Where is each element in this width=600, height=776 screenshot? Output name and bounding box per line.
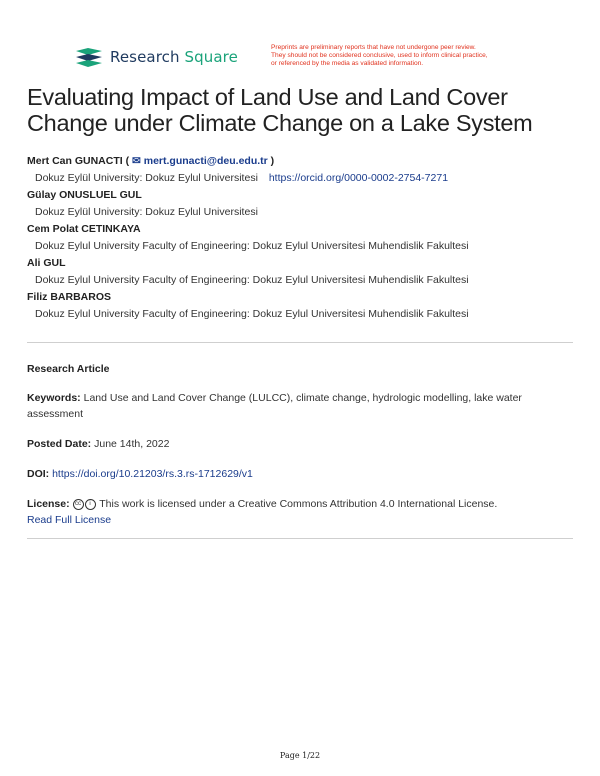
author-affiliation: Dokuz Eylul University Faculty of Engineering: Dokuz Eylul Universitesi Muhendislik Fakultesi <box>35 274 469 286</box>
page-number: Page 1/22 <box>279 751 321 760</box>
author-list <box>27 154 577 324</box>
author-name: Gülay ONUSLUEL GUL <box>27 189 142 201</box>
author-email-link[interactable]: ✉ mert.gunacti@deu.edu.tr <box>132 155 268 167</box>
keywords: Keywords: Land Use and Land Cover Change (LULCC), climate change, hydrologic modelling, lake water assessment <box>27 392 522 420</box>
orcid-link[interactable]: https://orcid.org/0000-0002-2754-7271 <box>268 172 449 184</box>
logo-wordmark: Research Square <box>110 48 238 66</box>
divider <box>27 342 573 343</box>
notice-line: They should not be considered conclusive, used to inform clinical practice, <box>271 52 488 60</box>
research-square-logo[interactable] <box>74 47 238 67</box>
doi: DOI: https://doi.org/10.21203/rs.3.rs-1712629/v1 <box>27 468 253 480</box>
license: License: cc i This work is licensed under a Creative Commons Attribution 4.0 International License. Read Full License <box>27 498 498 526</box>
doi-link[interactable]: https://doi.org/10.21203/rs.3.rs-1712629/v1 <box>52 468 253 480</box>
article-type: Research Article <box>27 363 110 375</box>
by-icon: i <box>85 499 96 510</box>
author-affiliation: Dokuz Eylul University Faculty of Engineering: Dokuz Eylul Universitesi Muhendislik Fakultesi <box>35 240 469 252</box>
notice-line: Preprints are preliminary reports that have not undergone peer review. <box>271 44 476 51</box>
divider <box>27 538 573 539</box>
research-square-logo-icon <box>74 47 104 67</box>
author-affiliation: Dokuz Eylül University: Dokuz Eylul Universitesi <box>35 206 258 218</box>
notice-line: or referenced by the media as validated information. <box>271 60 424 68</box>
author-affiliation: Dokuz Eylul University Faculty of Engineering: Dokuz Eylul Universitesi Muhendislik Fakultesi <box>35 308 469 320</box>
author-name: Filiz BARBAROS <box>27 291 111 303</box>
paper-title: Evaluating Impact of Land Use and Land Cover Change under Climate Change on a Lake System <box>27 84 533 136</box>
preprint-notice <box>271 44 541 69</box>
author-affiliation: Dokuz Eylül University: Dokuz Eylul Universitesi https://orcid.org/0000-0002-2754-7271 <box>35 172 449 184</box>
cc-icon: cc <box>73 499 84 510</box>
author-name: Ali GUL <box>27 257 66 269</box>
author-name: Cem Polat CETINKAYA <box>27 223 141 235</box>
posted-date: Posted Date: June 14th, 2022 <box>27 438 170 450</box>
read-full-license-link[interactable]: Read Full License <box>27 514 112 526</box>
author-name: Mert Can GUNACTI ( ✉ mert.gunacti@deu.edu.tr ) <box>27 155 275 167</box>
